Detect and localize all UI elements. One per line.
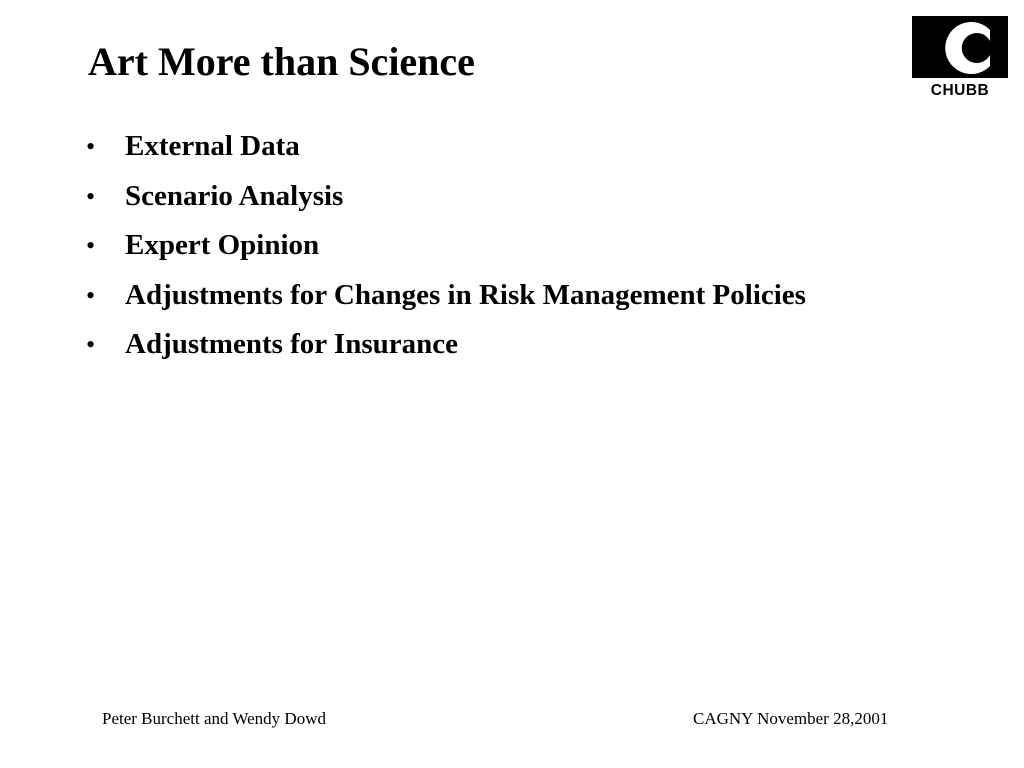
bullet-item — [86, 122, 806, 172]
footer-event-date: CAGNY November 28,2001 — [693, 709, 889, 728]
footer-authors: Peter Burchett and Wendy Dowd — [102, 709, 326, 728]
bullet-marker: • — [86, 132, 96, 161]
bullet-text: Adjustments for Changes in Risk Management Policies — [125, 278, 806, 311]
bullet-text: Scenario Analysis — [125, 179, 344, 212]
bullet-list — [86, 122, 806, 370]
bullet-text: Adjustments for Insurance — [125, 328, 458, 360]
bullet-marker: • — [86, 280, 96, 310]
bullet-marker: • — [86, 181, 96, 211]
bullet-text: External Data — [125, 130, 300, 162]
slide-title: Art More than Science — [88, 39, 475, 84]
bullet-item — [86, 271, 806, 321]
bullet-marker: • — [86, 330, 96, 359]
bullet-item — [86, 320, 806, 370]
chubb-logo-icon — [912, 16, 1008, 98]
bullet-text: Expert Opinion — [125, 229, 320, 261]
bullet-marker: • — [86, 231, 96, 260]
bullet-item — [86, 172, 806, 222]
logo-text: CHUBB — [930, 82, 990, 98]
bullet-item — [86, 221, 806, 271]
